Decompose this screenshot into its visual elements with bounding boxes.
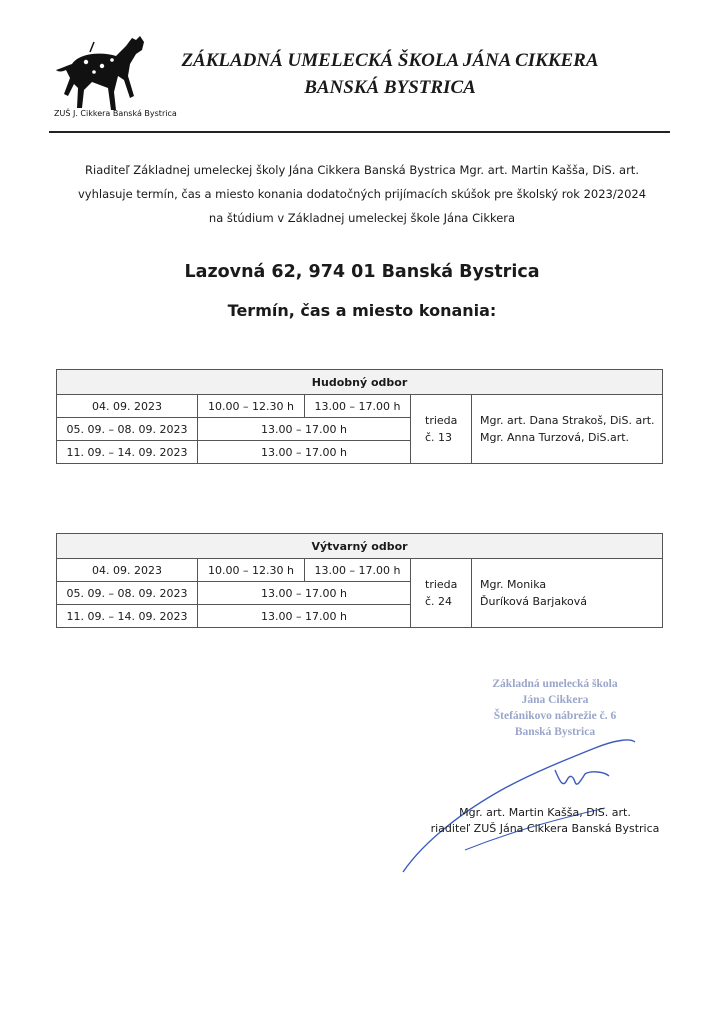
- signatory-name: Mgr. art. Martin Kašša, DiS. art.: [459, 806, 631, 819]
- date-cell: 05. 09. – 08. 09. 2023: [57, 582, 198, 605]
- room-number: č. 13: [425, 431, 453, 444]
- school-name-line1: ZÁKLADNÁ UMELECKÁ ŠKOLA JÁNA CIKKERA: [181, 50, 599, 71]
- time-cell: 10.00 – 12.30 h: [198, 395, 305, 418]
- school-logo: [52, 30, 177, 120]
- time-cell: 13.00 – 17.00 h: [198, 582, 411, 605]
- date-cell: 04. 09. 2023: [57, 395, 198, 418]
- stamp-line: Štefánikovo nábrežie č. 6: [493, 710, 617, 722]
- address-heading: Lazovná 62, 974 01 Banská Bystrica: [184, 262, 540, 282]
- table-title: Výtvarný odbor: [57, 534, 663, 559]
- school-name-line2: BANSKÁ BYSTRICA: [304, 77, 476, 98]
- time-cell: 10.00 – 12.30 h: [198, 559, 305, 582]
- room-cell: [411, 395, 472, 464]
- date-cell: 11. 09. – 14. 09. 2023: [57, 605, 198, 628]
- room-number: č. 24: [425, 595, 453, 608]
- stamp-line: Jána Cikkera: [521, 694, 589, 706]
- date-cell: 04. 09. 2023: [57, 559, 198, 582]
- intro-line-1: Riaditeľ Základnej umeleckej školy Jána Cikkera Banská Bystrica Mgr. art. Martin Kašša, DiS. art.: [85, 163, 639, 177]
- schedule-subheading: Termín, čas a miesto konania:: [227, 301, 497, 320]
- room-label: trieda: [425, 414, 458, 427]
- schedule-table-art: [56, 533, 663, 628]
- teachers-cell: [472, 395, 663, 464]
- time-cell: 13.00 – 17.00 h: [198, 605, 411, 628]
- teacher-name: Mgr. Anna Turzová, DiS.art.: [480, 431, 630, 444]
- room-cell: [411, 559, 472, 628]
- handwritten-signature: [395, 730, 655, 880]
- schedule-table-music: [56, 369, 663, 464]
- teacher-name: Mgr. Monika: [480, 578, 547, 591]
- stamp-line: Banská Bystrica: [514, 726, 596, 738]
- teachers-cell: [472, 559, 663, 628]
- table-row: [57, 559, 663, 582]
- date-cell: 11. 09. – 14. 09. 2023: [57, 441, 198, 464]
- teacher-name: Mgr. art. Dana Strakoš, DiS. art.: [480, 414, 655, 427]
- table-row: [57, 395, 663, 418]
- intro-line-2: vyhlasuje termín, čas a miesto konania dodatočných prijímacích skúšok pre školský rok 2023/2024: [77, 187, 647, 201]
- time-cell: 13.00 – 17.00 h: [305, 395, 411, 418]
- stamp-line: Základná umelecká škola: [492, 678, 618, 690]
- signatory-role: riaditeľ ZUŠ Jána Cikkera Banská Bystrica: [430, 822, 660, 835]
- teacher-name: Ďuríková Barjaková: [480, 595, 588, 608]
- date-cell: 05. 09. – 08. 09. 2023: [57, 418, 198, 441]
- header-divider: [49, 131, 670, 133]
- time-cell: 13.00 – 17.00 h: [198, 441, 411, 464]
- intro-line-3: na štúdium v Základnej umeleckej škole Jána Cikkera: [208, 211, 516, 225]
- time-cell: 13.00 – 17.00 h: [198, 418, 411, 441]
- time-cell: 13.00 – 17.00 h: [305, 559, 411, 582]
- logo-lettering: ZUŠ J. Cikkera Banská Bystrica: [54, 109, 177, 118]
- room-label: trieda: [425, 578, 458, 591]
- table-title: Hudobný odbor: [57, 370, 663, 395]
